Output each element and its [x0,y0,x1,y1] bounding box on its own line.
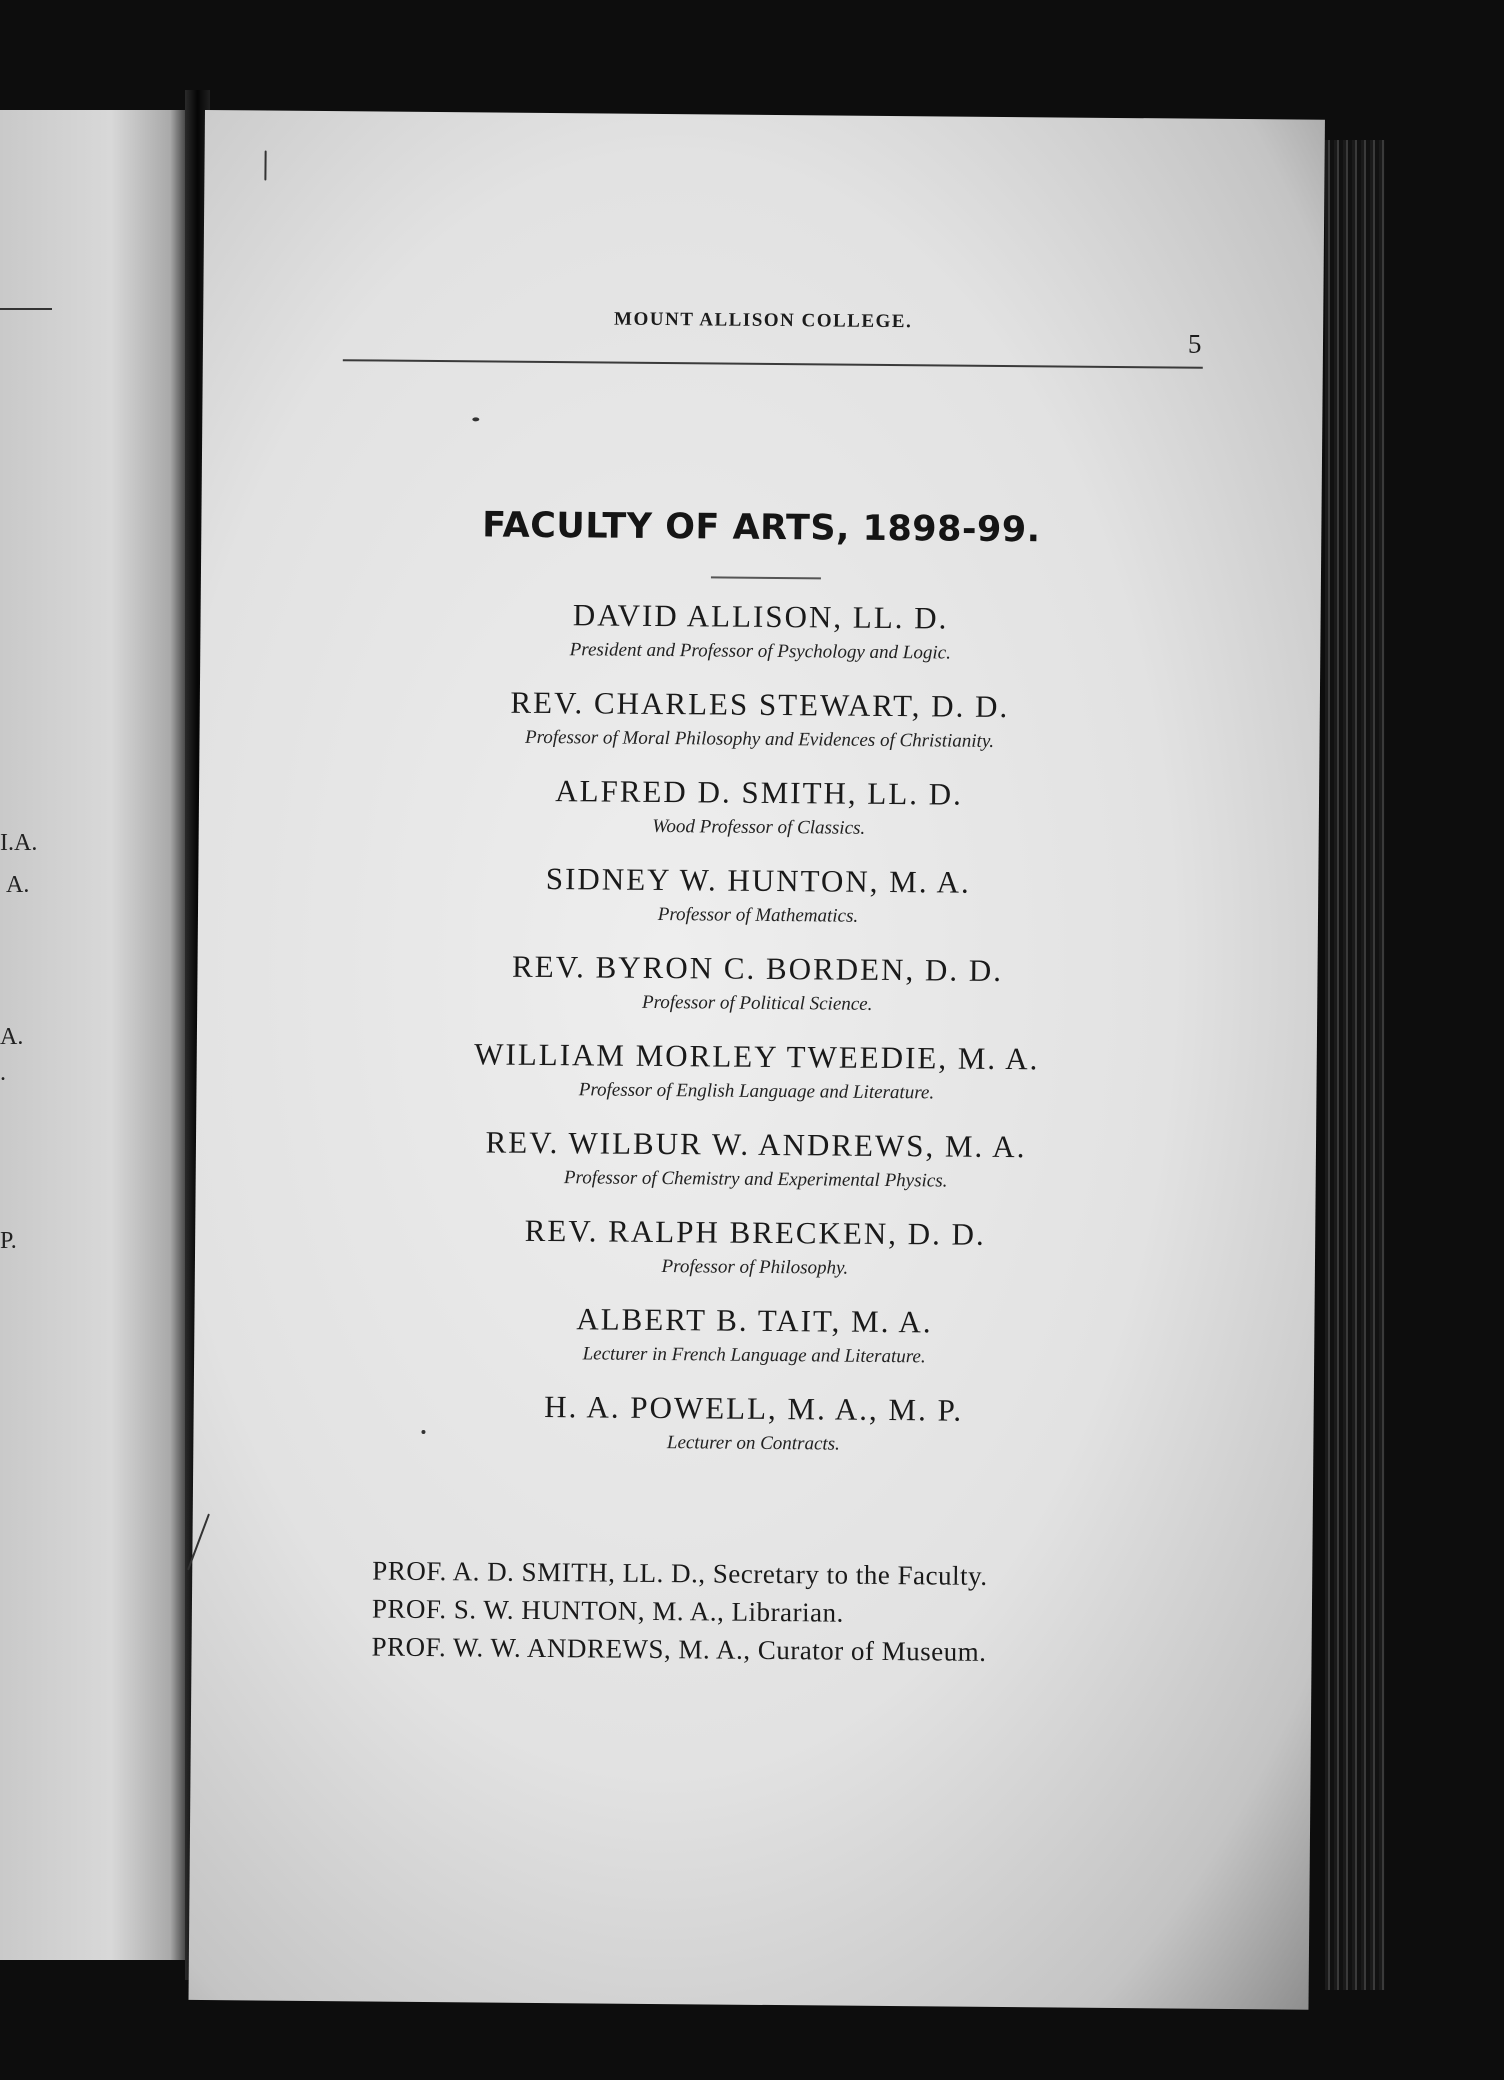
title-rule [711,576,821,579]
faculty-entry [195,1208,1316,1306]
faculty-name: WILLIAM MORLEY TWEEDIE, M. A. [474,1036,1040,1077]
faculty-name: ALFRED D. SMITH, LL. D. [555,773,964,812]
faculty-entry [198,768,1319,866]
page-title: FACULTY OF ARTS, 1898-99. [482,505,1041,551]
faculty-name: DAVID ALLISON, LL. D. [572,597,949,636]
facing-page-fragment [0,110,185,1960]
faculty-entry [194,1296,1315,1394]
faculty-role: Professor of Mathematics. [657,903,859,927]
faculty-role: Professor of Moral Philosophy and Evidences of Christianity. [524,726,995,752]
paper-speck [264,151,266,181]
faculty-entry [195,1120,1316,1218]
faculty-name: REV. WILBUR W. ANDREWS, M. A. [485,1124,1027,1165]
faculty-entry [198,856,1319,954]
faculty-role: Lecturer in French Language and Literature. [582,1343,926,1368]
faculty-entry [193,1384,1314,1482]
faculty-list [193,592,1321,1482]
faculty-name: REV. CHARLES STEWART, D. D. [510,684,1010,725]
officer-line: PROF. S. W. HUNTON, M. A., Librarian. [371,1593,844,1628]
faculty-role: President and Professor of Psychology and Logic. [569,639,951,664]
page-number: 5 [1187,328,1202,359]
faculty-entry [200,592,1321,690]
faculty-name: REV. RALPH BRECKEN, D. D. [524,1212,986,1252]
facing-page-text: A. [0,1024,24,1050]
faculty-role: Wood Professor of Classics. [652,815,866,839]
paper-speck [472,417,479,421]
facing-page-rule [0,308,52,310]
faculty-name: ALBERT B. TAIT, M. A. [576,1301,933,1340]
faculty-name: REV. BYRON C. BORDEN, D. D. [511,948,1004,988]
page [189,110,1325,2010]
faculty-entry [197,944,1318,1042]
officer-line: PROF. W. W. ANDREWS, M. A., Curator of Museum. [371,1631,987,1667]
running-head: MOUNT ALLISON COLLEGE. [614,308,913,333]
faculty-role: Professor of Political Science. [641,991,873,1015]
faculty-entry [199,680,1320,778]
officer-line: PROF. A. D. SMITH, LL. D., Secretary to the Faculty. [372,1555,988,1591]
faculty-name: SIDNEY W. HUNTON, M. A. [545,861,971,900]
facing-page-text: P. [0,1228,17,1254]
faculty-role: Professor of English Language and Literature. [578,1079,935,1104]
faculty-name: H. A. POWELL, M. A., M. P. [544,1389,964,1428]
faculty-officers [371,1552,1192,1673]
facing-page-text: . [0,1060,6,1086]
faculty-entry [196,1032,1317,1130]
header-rule [343,359,1203,369]
page-edges [1325,140,1385,1990]
facing-page-text: A. [6,872,30,898]
faculty-role: Lecturer on Contracts. [666,1432,840,1455]
faculty-role: Professor of Philosophy. [661,1256,849,1279]
paper-speck [421,1430,425,1434]
faculty-role: Professor of Chemistry and Experimental Physics. [563,1167,948,1192]
facing-page-text: I.A. [0,830,38,856]
